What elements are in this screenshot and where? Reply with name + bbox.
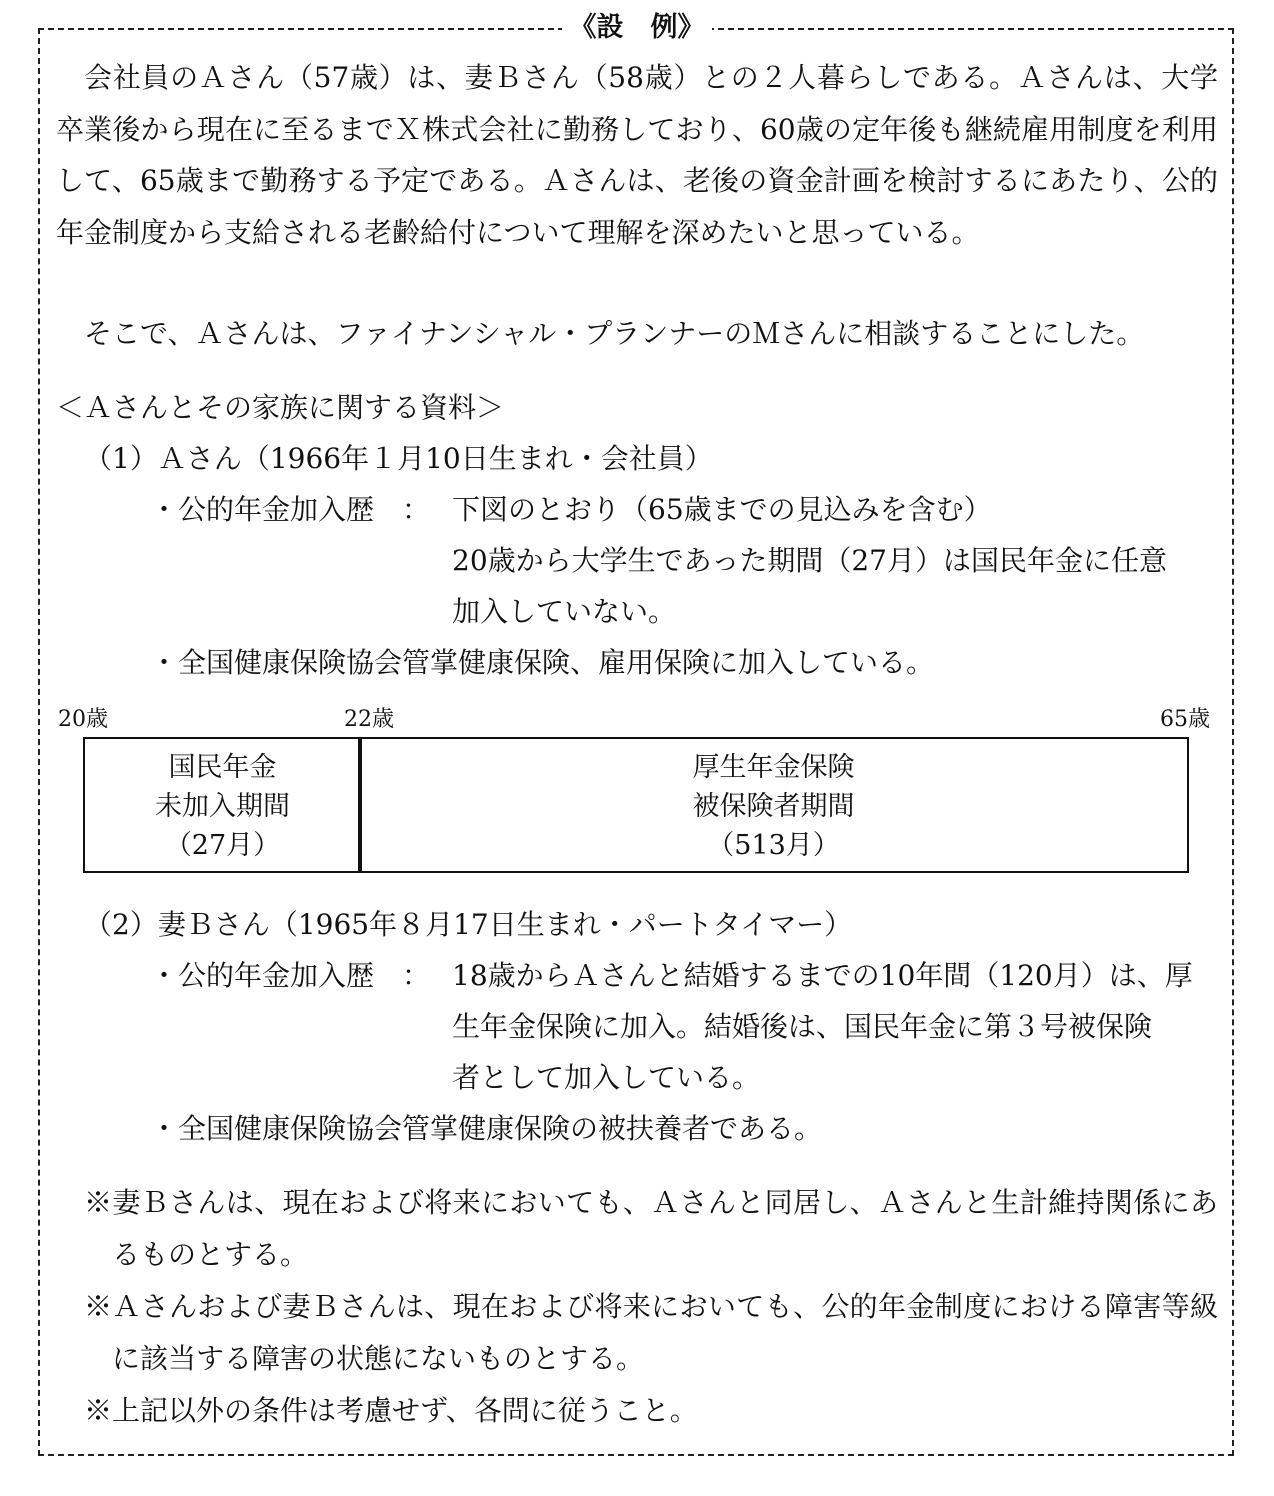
timeline-age-end: 65歳 <box>1160 707 1210 732</box>
segment-months: （513月） <box>707 830 840 861</box>
person-b-pension-line: 生年金保険に加入。結婚後は、国民年金に第３号被保険 <box>452 1010 1153 1043</box>
segment-label: 被保険者期間 <box>692 791 855 822</box>
note-1: ※妻Ｂさんは、現在および将来においても、Ａさんと同居し、Ａさんと生計維持関係にあるものとする。 <box>84 1186 1218 1271</box>
person-a-pension-line: 加入していない。 <box>452 595 677 628</box>
person-a-insurance: ・全国健康保険協会管掌健康保険、雇用保険に加入している。 <box>150 646 935 679</box>
segment-label: 国民年金 <box>168 752 277 783</box>
person-b-pension-label: ・公的年金加入歴 ： <box>150 959 431 992</box>
segment-months: （27月） <box>164 830 281 861</box>
timeline-segment-employee-pension <box>358 737 1189 873</box>
person-b-pension-line: 18歳からＡさんと結婚するまでの10年間（120月）は、厚 <box>452 959 1193 992</box>
note-2: ※Ａさんおよび妻Ｂさんは、現在および将来においても、公的年金制度における障害等級に該当する障害の状態にないものとする。 <box>84 1290 1218 1375</box>
timeline-age-mid: 22歳 <box>344 707 394 732</box>
person-b-insurance: ・全国健康保険協会管掌健康保険の被扶養者である。 <box>150 1112 823 1145</box>
materials-heading: ＜Ａさんとその家族に関する資料＞ <box>56 391 505 424</box>
person-a-pension-line: 20歳から大学生であった期間（27月）は国民年金に任意 <box>452 544 1167 577</box>
person-a-pension-label: ・公的年金加入歴 ： <box>150 493 431 526</box>
person-a-heading: （1）Ａさん（1966年１月10日生まれ・会社員） <box>84 442 713 475</box>
person-a-pension-line: 下図のとおり（65歳までの見込みを含む） <box>452 493 992 526</box>
person-b-heading: （2）妻Ｂさん（1965年８月17日生まれ・パートタイマー） <box>84 908 853 941</box>
timeline-age-start: 20歳 <box>58 707 108 732</box>
note-3: ※上記以外の条件は考慮せず、各問に従うこと。 <box>84 1394 698 1427</box>
case-title: 《設 例》 <box>562 8 712 48</box>
intro-paragraph-1: 会社員のＡさん（57歳）は、妻Ｂさん（58歳）との２人暮らしである。Ａさんは、大学卒業後から現在に至るまでＸ株式会社に勤務しており、60歳の定年後も継続雇用制度を利用して、65歳まで勤務する予定である。Ａさんは、老後の資金計画を検討するにあたり、公的年金制度から支給される老齢給付について理解を深めたいと思っている。 <box>56 61 1218 249</box>
intro-paragraph-2: そこで、Ａさんは、ファイナンシャル・プランナーのＭさんに相談することにした。 <box>84 317 1145 350</box>
person-b-pension-line: 者として加入している。 <box>452 1061 761 1094</box>
segment-label: 厚生年金保険 <box>692 752 855 783</box>
segment-label: 未加入期間 <box>155 791 290 822</box>
timeline-segment-unenrolled <box>83 737 362 873</box>
